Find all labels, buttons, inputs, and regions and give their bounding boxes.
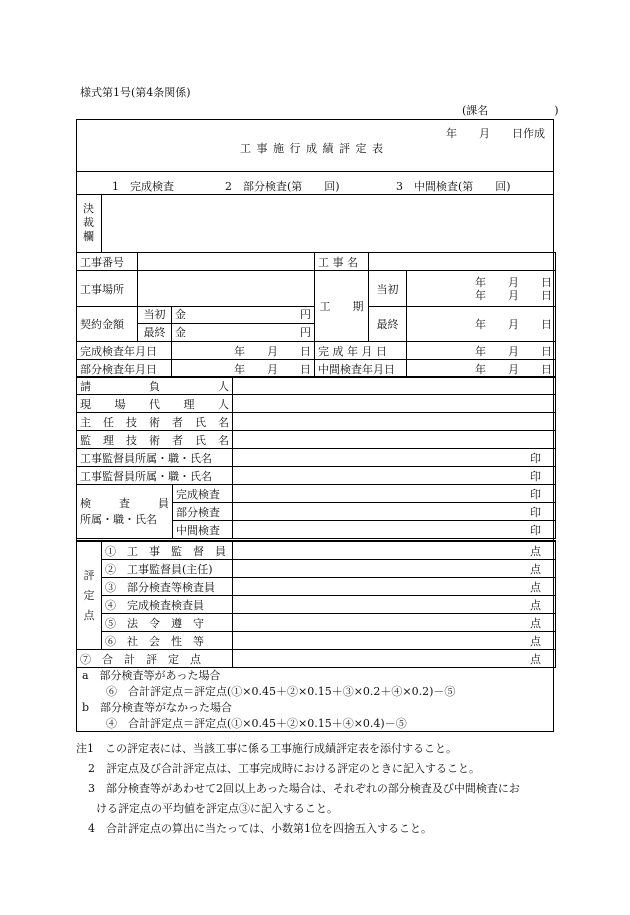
- approval-label: 決裁欄: [83, 202, 94, 243]
- contract-initial-label: 当初: [138, 307, 171, 324]
- note-3: 3 部分検査等があわせて2回以上あった場合は、それぞれの部分検査及び中間検査にお: [88, 782, 520, 795]
- project-name-value[interactable]: [369, 253, 556, 271]
- score-table: [76, 540, 556, 668]
- inspector-label: [77, 485, 173, 539]
- note-2: 2 評定点及び合計評定点は、工事完成時における評定のときに記入すること。: [88, 762, 480, 775]
- score-item-3-value[interactable]: 点: [233, 578, 556, 596]
- form-id: 様式第1号(第4条関係): [80, 86, 191, 99]
- period-initial-dates: [407, 271, 556, 307]
- score-group-char: 定: [83, 588, 95, 602]
- period-label: 工 期: [315, 271, 369, 342]
- divider: [76, 171, 554, 172]
- inspection-type-partial: 2 部分検査(第 回): [225, 180, 340, 193]
- location-value[interactable]: [138, 271, 315, 307]
- score-item-2-value[interactable]: 点: [233, 560, 556, 578]
- score-total-label: ⑦ 合 計 評 定 点: [77, 650, 233, 668]
- note-4: 4 合計評定点の算出に当たっては、小数第1位を四捨五入すること。: [88, 822, 432, 835]
- completion-date[interactable]: 年 月 日: [407, 342, 556, 360]
- score-item-4-value[interactable]: 点: [233, 596, 556, 614]
- project-number-value[interactable]: [138, 253, 315, 271]
- money-prefix: 金: [175, 308, 186, 321]
- score-item-1-label: ① 工 事 監 督 員: [102, 541, 233, 560]
- chief-engineer-label: 主任技術者氏名: [77, 413, 233, 431]
- site-agent-value[interactable]: [233, 395, 556, 413]
- inspection-type-final: 1 完成検査: [112, 180, 174, 193]
- formula-a-title: a 部分検査等があった場合: [82, 669, 221, 682]
- period-initial-end: 年 月 日: [475, 288, 552, 302]
- site-agent-label: 現場代理人: [77, 395, 233, 413]
- project-name-label: 工 事 名: [315, 253, 369, 271]
- score-group-char: 評: [83, 568, 95, 582]
- period-initial-start: 年 月 日: [475, 275, 552, 289]
- inspector-partial-label: 部分検査: [173, 503, 233, 521]
- period-final-label: 最終: [369, 307, 407, 342]
- contract-amount-block: [77, 307, 138, 342]
- supervisor-1-label: 工事監督員所属・職・氏名: [77, 449, 233, 467]
- inspector-final-label: 完成検査: [173, 485, 233, 503]
- contract-final-label: 最終: [143, 326, 166, 339]
- supervisor-2-label: 工事監督員所属・職・氏名: [77, 467, 233, 485]
- project-number-label: 工事番号: [77, 253, 138, 271]
- score-item-3-label: ③ 部分検査等検査員: [102, 578, 233, 596]
- interim-inspection-date-label: 中間検査年月日: [315, 360, 407, 378]
- section-label: (課名 ): [462, 104, 559, 117]
- contract-label: 契約金額: [80, 318, 124, 331]
- score-total-value[interactable]: 点: [233, 650, 556, 668]
- score-item-6-label: ⑥ 社 会 性 等: [102, 632, 233, 650]
- completion-date-label: 完 成 年 月 日: [315, 342, 407, 360]
- inspector-partial-seal[interactable]: 印: [233, 503, 556, 521]
- inspector-label-line2: 所属・職・氏名: [80, 512, 157, 526]
- yen-unit: 円: [300, 326, 311, 339]
- inspector-interim-label: 中間検査: [173, 521, 233, 539]
- supervising-engineer-value[interactable]: [233, 431, 556, 449]
- score-item-2-label: ② 工事監督員(主任): [102, 560, 233, 578]
- note-3-cont: ける評定点の平均値を評定点③に記入すること。: [96, 802, 338, 815]
- contractor-value[interactable]: [233, 377, 556, 395]
- formula-b-title: b 部分検査等がなかった場合: [82, 701, 233, 714]
- chief-engineer-value[interactable]: [233, 413, 556, 431]
- page-title: 工 事 施 行 成 績 評 定 表: [240, 142, 384, 155]
- contract-sub-labels: [138, 307, 172, 342]
- contract-initial-value[interactable]: [172, 307, 314, 324]
- inspector-label-line1: 検 査 員: [80, 496, 169, 510]
- score-group-label: [77, 541, 102, 650]
- inspector-final-seal[interactable]: 印: [233, 485, 556, 503]
- contract-final-value[interactable]: [172, 324, 314, 341]
- final-inspection-date-label: 完成検査年月日: [77, 342, 172, 360]
- supervisor-2-seal[interactable]: 印: [233, 467, 556, 485]
- contract-values[interactable]: [172, 307, 315, 342]
- contractor-label: 請負人: [77, 377, 233, 395]
- period-final-date: 年 月 日: [407, 307, 556, 342]
- final-inspection-date[interactable]: 年 月 日: [172, 342, 315, 360]
- date-created: 年 月 日作成: [446, 127, 545, 140]
- score-item-4-label: ④ 完成検査検査員: [102, 596, 233, 614]
- interim-inspection-date[interactable]: 年 月 日: [407, 360, 556, 378]
- money-prefix: 金: [175, 326, 186, 339]
- project-table: [76, 252, 556, 378]
- supervisor-1-seal[interactable]: 印: [233, 449, 556, 467]
- partial-inspection-date-label: 部分検査年月日: [77, 360, 172, 378]
- supervising-engineer-label: 監理技術者氏名: [77, 431, 233, 449]
- divider: [76, 194, 554, 195]
- score-group-char: 点: [83, 608, 95, 622]
- period-initial-label: 当初: [369, 271, 407, 307]
- yen-unit: 円: [300, 308, 311, 321]
- score-item-5-value[interactable]: 点: [233, 614, 556, 632]
- score-item-6-value[interactable]: 点: [233, 632, 556, 650]
- score-item-5-label: ⑤ 法 令 遵 守: [102, 614, 233, 632]
- formula-a: ⑥ 合計評定点＝評定点(①×0.45＋②×0.15＋③×0.2＋④×0.2)－⑤: [106, 685, 456, 698]
- inspector-interim-seal[interactable]: 印: [233, 521, 556, 539]
- note-1: 注1 この評定表には、当該工事に係る工事施行成績評定表を添付すること。: [76, 742, 457, 755]
- persons-table: [76, 376, 556, 539]
- score-item-1-value[interactable]: 点: [233, 541, 556, 560]
- partial-inspection-date[interactable]: 年 月 日: [172, 360, 315, 378]
- inspection-type-interim: 3 中間検査(第 回): [396, 180, 511, 193]
- formula-b: ④ 合計評定点＝評定点(①×0.45＋②×0.15＋④×0.4)－⑤: [106, 717, 407, 730]
- location-label: 工事場所: [77, 271, 138, 307]
